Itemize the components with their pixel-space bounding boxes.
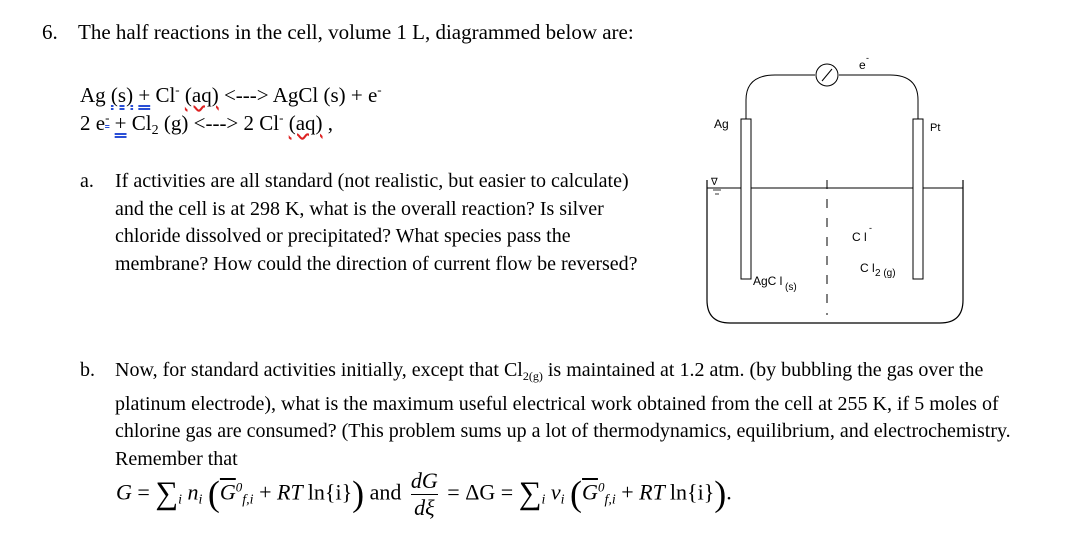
part-a-label: a.: [80, 170, 94, 192]
eq-ln-2: ln: [669, 479, 688, 505]
part-a: [80, 168, 680, 278]
eq-G0-1: 0: [235, 479, 243, 495]
r2-plus: +: [114, 111, 127, 135]
eq-deltaG: ΔG: [465, 479, 496, 505]
r2-electron-charge: -: [105, 110, 110, 125]
part-b: [80, 357, 1060, 473]
eq-nu-sub: i: [560, 492, 565, 508]
question-title: [42, 20, 634, 45]
eq-RT-1: RT: [277, 479, 303, 505]
eq-period: .: [726, 479, 732, 505]
part-b-text: [115, 357, 1045, 473]
part-b-label: b.: [80, 359, 95, 381]
r1-s: (s): [110, 83, 134, 107]
r2-aq: (aq): [288, 111, 323, 135]
eq-close-paren-2: ): [714, 473, 727, 514]
chloride-ion-label: C l: [852, 230, 867, 244]
eq-plus-2: +: [621, 479, 634, 505]
r2-arrow: <--->: [193, 111, 239, 135]
eq-n: n: [187, 479, 199, 505]
r1-product: AgCl (s): [272, 83, 346, 107]
electron-label: e: [859, 58, 866, 72]
eq-Gbar-1: $\overline{G}$: [219, 479, 236, 505]
r1-cl: Cl: [155, 83, 176, 107]
part-b-text-1: Now, for standard activities initially, except that Cl: [115, 359, 523, 381]
eq-Gsub-2: f,i: [604, 492, 616, 508]
r2-g: (g): [163, 111, 189, 135]
r2-cl2-sub: 2: [151, 123, 159, 138]
pt-electrode: [913, 119, 923, 279]
eq-G0-2: 0: [597, 479, 605, 495]
eq-dxi: dξ: [414, 495, 435, 520]
surface-marker-icon: ∇: [711, 177, 718, 188]
agcl-label: AgC l: [753, 274, 783, 288]
agcl-sub: (s): [785, 282, 797, 293]
r2-electrons: 2 e: [80, 111, 106, 135]
eq-sum-1: ∑: [155, 474, 179, 511]
chloride-ion-charge: -: [869, 223, 872, 233]
ag-label: Ag: [714, 117, 729, 131]
part-a-text: If activities are all standard (not realistic, but easier to calculate) and the cell is at 298 K, what is the overall reaction? Is silver chloride dissolved or precipitated? What species pass the membrane? How could the direction of current flow be reversed?: [115, 170, 638, 275]
half-reaction-1: [80, 82, 382, 108]
r1-electron-charge: -: [377, 82, 382, 97]
r2-cl2: Cl: [131, 111, 152, 135]
eq-open-paren-2: (: [570, 473, 583, 514]
eq-sum-1-index: i: [178, 492, 183, 508]
eq-Gsub-1: f,i: [242, 492, 254, 508]
gibbs-equation: [116, 468, 732, 521]
r1-electron: e: [367, 83, 378, 107]
eq-equals-2: =: [447, 479, 460, 505]
eq-ln-1: ln: [307, 479, 325, 505]
r1-ag: Ag: [80, 83, 106, 107]
eq-n-sub: i: [198, 492, 203, 508]
question-text: The half reactions in the cell, volume 1 L, diagrammed below are:: [78, 20, 634, 44]
eq-RT-2: RT: [639, 479, 665, 505]
wire-right: [839, 75, 918, 119]
eq-G: G: [116, 479, 132, 505]
chlorine-gas-label: C l: [860, 261, 875, 275]
eq-close-paren-1: ): [352, 473, 365, 514]
eq-and: and: [369, 479, 402, 505]
eq-open-paren-1: (: [207, 473, 220, 514]
question-number: 6.: [42, 20, 58, 44]
eq-equals-3: =: [500, 479, 514, 505]
r1-plus2: +: [350, 83, 363, 107]
cell-svg: [695, 45, 975, 335]
part-b-cl2-sub: 2(g): [522, 369, 543, 383]
eq-plus-1: +: [259, 479, 272, 505]
r2-product: 2 Cl: [243, 111, 280, 135]
electron-charge: -: [866, 53, 869, 63]
half-reaction-2: [80, 110, 333, 139]
part-b-text-2: is maintained at 1.2 atm. (by bubbling the gas over the platinum electrode), what is the maximum useful electrical work obtained from the cell at 255 K, if 5 moles of chlorine gas are consumed? (This problem sums up a lot of thermodynamics, equilibrium, and electrochemistry. Remember that: [115, 359, 1011, 470]
eq-brace-i-1: {i}: [324, 479, 353, 505]
eq-Gbar-2: $\overline{G}$: [582, 479, 598, 505]
electrochemical-cell-diagram: [695, 45, 975, 335]
r2-comma: ,: [327, 111, 334, 135]
eq-dG: dG: [410, 468, 438, 493]
eq-sum-2-index: i: [541, 492, 546, 508]
pt-label: Pt: [930, 122, 941, 134]
eq-sum-2: ∑: [518, 474, 542, 511]
eq-equals-1: =: [137, 479, 150, 505]
r1-cl-charge: -: [175, 82, 180, 97]
r1-plus: +: [138, 83, 151, 107]
eq-nu: v: [550, 479, 561, 505]
r1-arrow: <--->: [223, 83, 269, 107]
eq-brace-i-2: {i}: [687, 479, 715, 505]
r1-aq: (aq): [184, 83, 219, 107]
ag-electrode: [741, 119, 751, 279]
eq-fraction: [411, 468, 438, 521]
chlorine-gas-sub: 2 (g): [875, 268, 896, 279]
wire-left: [746, 75, 815, 119]
r2-product-charge: -: [279, 110, 284, 125]
